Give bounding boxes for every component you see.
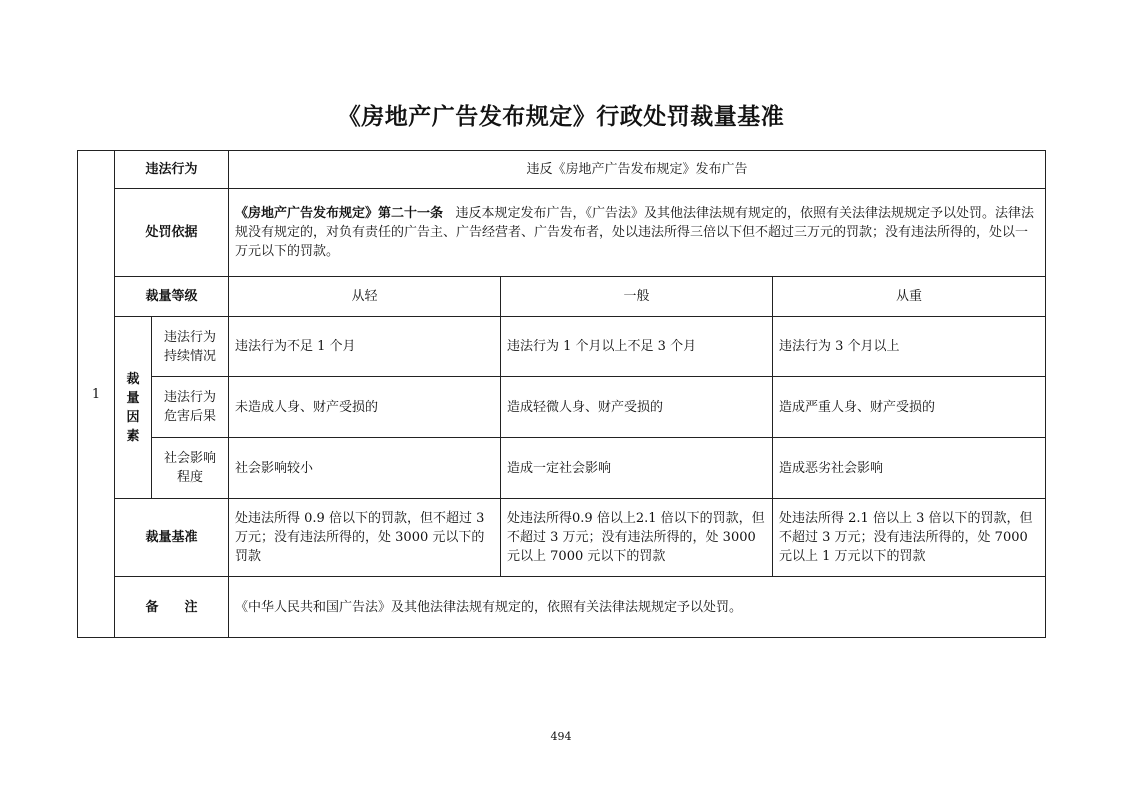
factor-name-line: 程度	[177, 470, 204, 485]
violation-row	[78, 151, 1046, 189]
remark-row	[78, 577, 1046, 638]
levels-row	[78, 277, 1046, 317]
factor-heavy: 违法行为 3 个月以上	[773, 317, 1046, 377]
factor-light: 未造成人身、财产受损的	[229, 377, 501, 438]
standard-heavy: 处违法所得 2.1 倍以上 3 倍以下的罚款，但不超过 3 万元；没有违法所得的，处 7000 元以上 1 万元以下的罚款	[773, 499, 1046, 577]
row-number: 1	[78, 151, 115, 638]
violation-label: 违法行为	[115, 151, 229, 189]
factor-name	[152, 377, 229, 438]
factor-row	[78, 438, 1046, 499]
factor-name-line: 持续情况	[164, 348, 217, 364]
remark-value: 《中华人民共和国广告法》及其他法律法规有规定的，依照有关法律法规规定予以处罚。	[229, 577, 1046, 638]
level-light: 从轻	[229, 277, 501, 317]
factor-light: 违法行为不足 1 个月	[229, 317, 501, 377]
factors-group-label	[115, 317, 152, 499]
factor-name-line: 危害后果	[164, 409, 217, 424]
factors-char-4: 素	[126, 428, 140, 444]
factor-name	[152, 317, 229, 377]
factor-heavy: 造成严重人身、财产受损的	[773, 377, 1046, 438]
basis-article: 《房地产广告发布规定》第二十一条	[235, 206, 444, 221]
factor-normal: 违法行为 1 个月以上不足 3 个月	[501, 317, 773, 377]
basis-value	[229, 189, 1046, 277]
factors-char-2: 量	[126, 390, 140, 406]
standard-light: 处违法所得 0.9 倍以下的罚款，但不超过 3 万元；没有违法所得的，处 3000 元以下的罚款	[229, 499, 501, 577]
factor-row	[78, 317, 1046, 377]
level-normal: 一般	[501, 277, 773, 317]
factors-char-1: 裁	[126, 371, 140, 387]
standard-label: 裁量基准	[115, 499, 229, 577]
standard-normal: 处违法所得0.9 倍以上2.1 倍以下的罚款，但不超过 3 万元；没有违法所得的，处 3000 元以上 7000 元以下的罚款	[501, 499, 773, 577]
factors-char-3: 因	[126, 409, 140, 425]
factor-heavy: 造成恶劣社会影响	[773, 438, 1046, 499]
factor-name-line: 社会影响	[164, 451, 217, 466]
level-heavy: 从重	[773, 277, 1046, 317]
factor-normal: 造成一定社会影响	[501, 438, 773, 499]
remark-label: 备注	[115, 577, 229, 638]
factor-name-line: 违法行为	[164, 329, 217, 345]
factor-light: 社会影响较小	[229, 438, 501, 499]
factor-name-line: 违法行为	[164, 390, 217, 405]
document-title: 《房地产广告发布规定》行政处罚裁量基准	[337, 103, 785, 130]
standard-row	[78, 499, 1046, 577]
factor-name	[152, 438, 229, 499]
basis-row	[78, 189, 1046, 277]
basis-text: 违反本规定发布广告，《广告法》及其他法律法规有规定的，依照有关法律法规规定予以处罚。法律法规没有规定的，对负有责任的广告主、广告经营者、广告发布者，处以违法所得三倍以下但不超过三万元的罚款；没有违法所得的，处以一万元以下的罚款。	[235, 206, 1034, 259]
page-number: 494	[550, 730, 572, 743]
factor-normal: 造成轻微人身、财产受损的	[501, 377, 773, 438]
factor-row	[78, 377, 1046, 438]
levels-label: 裁量等级	[115, 277, 229, 317]
violation-value: 违反《房地产广告发布规定》发布广告	[229, 151, 1046, 189]
penalty-table	[77, 150, 1046, 638]
basis-label: 处罚依据	[115, 189, 229, 277]
